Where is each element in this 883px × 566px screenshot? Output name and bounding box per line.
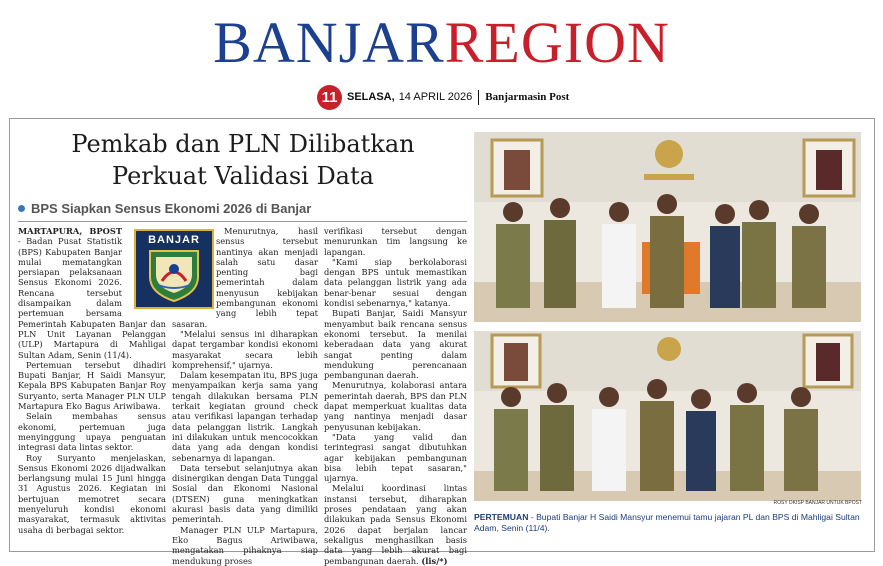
paragraph: "Melalui sensus ini diharapkan dapat tergambar kondisi ekonomi masyarakat secara lebih komprehensif," ujarnya.: [172, 328, 318, 370]
paragraph: Selain membahas sensus ekonomi, pertemuan juga menyinggung upaya penguatan integrasi data lintas sektor.: [18, 411, 166, 453]
headline-line-2: Perkuat Validasi Data: [112, 162, 374, 190]
paragraph: "Data yang valid dan terintegrasi sangat dibutuhkan agar kebijakan pembangunan bisa lebih tepat sasaran," ujarnya.: [324, 431, 467, 484]
photo-caption: [474, 512, 862, 534]
photo-meeting-1: [474, 132, 861, 322]
paragraph: Bupati Banjar, Saidi Mansyur menyambut baik rencana sensus ekonomi tersebut. Ia menilai keberadaan data yang akurat sangat penting dalam mendukung perencanaan pembangunan daerah.: [324, 308, 467, 381]
subheadline-text: BPS Siapkan Sensus Ekonomi 2026 di Banjar: [31, 201, 312, 216]
page-number: 11: [317, 85, 342, 110]
paragraph: Menurutnya, hasil sensus tersebut nantinya akan menjadi salah satu dasar penting bagi pemerintah dalam menyusun kebijakan pembangunan ekonomi yang lebih tepat sasaran.: [172, 226, 318, 329]
author-tag: (lis/*): [421, 555, 448, 566]
paragraph: Dalam kesempatan itu, BPS juga menyampaikan kerja sama yang tengah dilakukan bersama PLN terkait kegiatan ground check atau verifikasi lapangan terhadap data pelanggan listrik. Langkah ini dilakukan untuk mencocokkan data yang ada dengan kondisi sebenarnya di lapangan.: [172, 370, 318, 463]
dateline: [317, 84, 569, 110]
dateline-divider: [478, 90, 479, 105]
subheadline: [18, 201, 311, 216]
paragraph: verifikasi tersebut dengan menurunkan tim langsung ke lapangan.: [324, 226, 467, 257]
headline: [18, 128, 468, 192]
headline-line-1: Pemkab dan PLN Dilibatkan: [71, 130, 415, 158]
masthead-banjar: BANJAR: [213, 10, 445, 75]
paragraph: Manager PLN ULP Martapura, Eko Bagus Ariwibawa, mengatakan pihaknya siap mendukung proses: [172, 524, 318, 566]
logo-text: BANJAR: [148, 234, 200, 246]
newspaper-name: Banjarmasin Post: [485, 91, 570, 103]
masthead-region: REGION: [444, 10, 670, 75]
paragraph: Menurutnya, kolaborasi antara pemerintah daerah, BPS dan PLN dapat memperkuat kualitas data yang nantinya menjadi dasar penyusunan kebijakan.: [324, 380, 467, 432]
paragraph: Roy Suryanto menjelaskan, Sensus Ekonomi 2026 dijadwalkan berlangsung mulai 15 Juni hingga 31 Agustus 2026. Kegiatan ini bertujuan memotret secara menyeluruh kondisi ekonomi masyarakat, termasuk aktivitas usaha di berbagai sektor.: [18, 452, 166, 535]
dateline-day: SELASA,: [347, 91, 395, 103]
paragraph: Melalui koordinasi lintas instansi tersebut, diharapkan proses pendataan yang akan dilakukan pada Sensus Ekonomi 2026 dapat berjalan lancar sekaligus menghasilkan basis data yang lebih akurat bagi pembangunan daerah. (lis/*): [324, 483, 467, 566]
paragraph: MARTAPURA, BPOST - Badan Pusat Statistik (BPS) Kabupaten Banjar mulai mematangkan persiapan pelaksanaan Sensus Ekonomi 2026. Rencana tersebut disampaikan dalam pertemuan bersama Pemerintah Kabupaten Banjar dan PLN Unit Layanan Pelanggan (ULP) Martapura di Mahligai Sultan Adam, Senin (11/4).: [18, 226, 166, 360]
photo-credit: ROSY DKISP BANJAR UNTUK BPOST: [773, 500, 862, 506]
photo-meeting-2: [474, 331, 861, 501]
bullet-icon: [18, 205, 25, 212]
paragraph: Pertemuan tersebut dihadiri Bupati Banjar, H Saidi Mansyur, Kepala BPS Kabupaten Banjar Roy Suryanto, serta Manager PLN ULP Martapura Eko Bagus Ariwibawa.: [18, 359, 166, 412]
banjar-regency-logo: [134, 229, 214, 309]
article-column-3: [324, 226, 467, 566]
caption-lead: PERTEMUAN: [474, 512, 529, 522]
emblem-icon: [136, 231, 212, 307]
masthead: [0, 4, 883, 84]
paragraph: "Kami siap berkolaborasi dengan BPS untuk memastikan data pelanggan listrik yang ada benar-benar sesuai dengan kondisi sebenarnya," katanya.: [324, 256, 467, 309]
caption-text: - Bupati Banjar H Saidi Mansyur menemui tamu jajaran PL dan BPS di Mahligai Sultan Adam, Senin (11/4).: [474, 512, 860, 533]
article-dateline: MARTAPURA, BPOST: [18, 226, 122, 236]
paragraph: Data tersebut selanjutnya akan disinergikan dengan Data Tunggal Sosial dan Ekonomi Nasional (DTSEN) guna meningkatkan akurasi basis data yang dimiliki pemerintah.: [172, 462, 318, 525]
dateline-date: 14 APRIL 2026: [398, 91, 473, 103]
headline-rule: [18, 221, 467, 222]
